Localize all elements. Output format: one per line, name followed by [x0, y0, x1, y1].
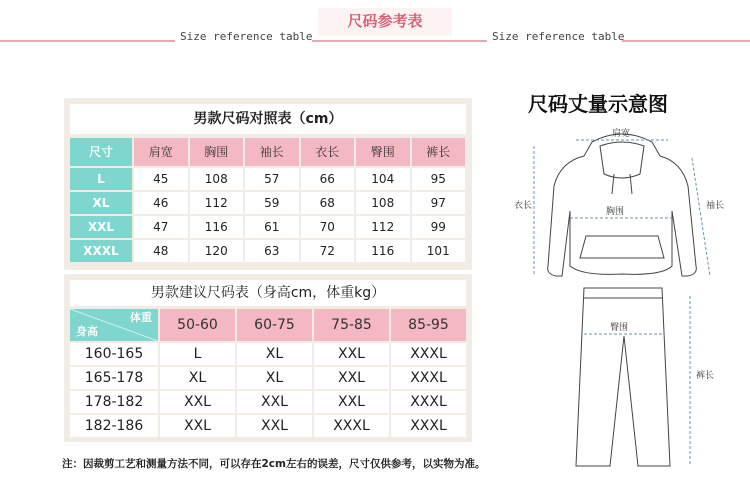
corner-height-label: 身高 — [76, 325, 98, 338]
recommend-cell: XL — [237, 367, 312, 389]
size-chart-cell: 59 — [245, 192, 299, 214]
size-chart-cell: 99 — [412, 216, 466, 238]
size-chart-cell: 108 — [356, 192, 410, 214]
label-sleeve: 袖长 — [706, 201, 725, 211]
label-pants: 裤长 — [696, 371, 715, 381]
size-chart-cell: 104 — [356, 168, 410, 190]
recommend-cell: XXXL — [391, 391, 466, 413]
diagram-title: 尺码丈量示意图 — [528, 92, 668, 116]
size-chart-col-header: 裤长 — [412, 138, 466, 166]
size-chart-cell: 47 — [134, 216, 188, 238]
recommend-cell: XXL — [237, 415, 312, 437]
recommend-weight-header: 60-75 — [237, 309, 312, 341]
measurement-diagram — [512, 116, 732, 486]
size-chart-cell: 116 — [356, 240, 410, 262]
recommend-height-label: 182-186 — [70, 415, 158, 437]
size-chart-col-header: 胸围 — [190, 138, 244, 166]
page-title: 尺码参考表 — [347, 12, 423, 30]
recommend-weight-header: 50-60 — [160, 309, 235, 341]
header-subtitle-left: Size reference table — [180, 30, 313, 43]
recommend-weight-header: 85-95 — [391, 309, 466, 341]
header-subtitle-right: Size reference table — [492, 30, 625, 43]
size-chart-cell: 61 — [245, 216, 299, 238]
size-chart-row-label: L — [70, 168, 132, 190]
recommend-cell: XXXL — [391, 343, 466, 365]
recommend-chart-corner — [70, 309, 158, 341]
size-chart-cell: 108 — [190, 168, 244, 190]
recommend-cell: XXL — [237, 391, 312, 413]
pocket — [580, 236, 664, 258]
recommend-height-label: 160-165 — [70, 343, 158, 365]
size-chart-col-header: 衣长 — [301, 138, 355, 166]
recommend-height-label: 165-178 — [70, 367, 158, 389]
recommend-cell: XXL — [160, 415, 235, 437]
size-chart-cell: 112 — [190, 192, 244, 214]
size-chart-cell: 97 — [412, 192, 466, 214]
corner-weight-label: 体重 — [130, 311, 152, 324]
recommend-cell: XXXL — [391, 367, 466, 389]
size-chart-title: 男款尺码对照表（cm） — [70, 104, 466, 134]
size-chart-col-header: 肩宽 — [134, 138, 188, 166]
hood-opening — [600, 142, 644, 178]
size-chart-cell: 95 — [412, 168, 466, 190]
hoodie-outline — [548, 134, 697, 276]
recommend-cell: XXXL — [314, 415, 389, 437]
size-chart-cell: 57 — [245, 168, 299, 190]
pants-outline — [576, 288, 670, 466]
size-chart-cell: 48 — [134, 240, 188, 262]
size-chart-cell: 63 — [245, 240, 299, 262]
label-length: 衣长 — [514, 201, 533, 211]
recommend-cell: XXL — [314, 367, 389, 389]
label-hip: 臀围 — [610, 323, 629, 333]
recommend-cell: XXL — [314, 391, 389, 413]
header-line-right — [622, 40, 750, 42]
footnote: 注：因裁剪工艺和测量方法不同，可以存在2cm左右的误差，尺寸仅供参考，以实物为准。 — [62, 458, 486, 470]
recommend-height-label: 178-182 — [70, 391, 158, 413]
size-chart-row-label: XXXL — [70, 240, 132, 262]
recommend-chart-title: 男款建议尺码表（身高cm，体重kg） — [70, 280, 466, 306]
size-chart-cell: 112 — [356, 216, 410, 238]
size-chart-row-label: XXL — [70, 216, 132, 238]
header-line-left — [0, 40, 175, 42]
recommend-cell: XL — [160, 367, 235, 389]
size-chart-cell: 101 — [412, 240, 466, 262]
header-line-mid — [312, 40, 487, 42]
recommend-cell: XXL — [160, 391, 235, 413]
size-chart-col-header: 袖长 — [245, 138, 299, 166]
size-chart-cell: 68 — [301, 192, 355, 214]
size-chart-cell: 45 — [134, 168, 188, 190]
size-chart-cell: 66 — [301, 168, 355, 190]
label-shoulder: 肩宽 — [612, 129, 631, 139]
recommend-cell: XL — [237, 343, 312, 365]
recommend-cell: L — [160, 343, 235, 365]
size-chart-cell: 70 — [301, 216, 355, 238]
size-chart-cell: 72 — [301, 240, 355, 262]
size-chart-row-label: XL — [70, 192, 132, 214]
recommend-weight-header: 75-85 — [314, 309, 389, 341]
label-chest: 胸围 — [606, 207, 625, 217]
size-chart-cell: 46 — [134, 192, 188, 214]
recommend-cell: XXXL — [391, 415, 466, 437]
size-chart-col-header: 臀围 — [356, 138, 410, 166]
size-chart-corner: 尺寸 — [70, 138, 132, 166]
size-chart-cell: 116 — [190, 216, 244, 238]
size-chart-cell: 120 — [190, 240, 244, 262]
recommend-cell: XXL — [314, 343, 389, 365]
